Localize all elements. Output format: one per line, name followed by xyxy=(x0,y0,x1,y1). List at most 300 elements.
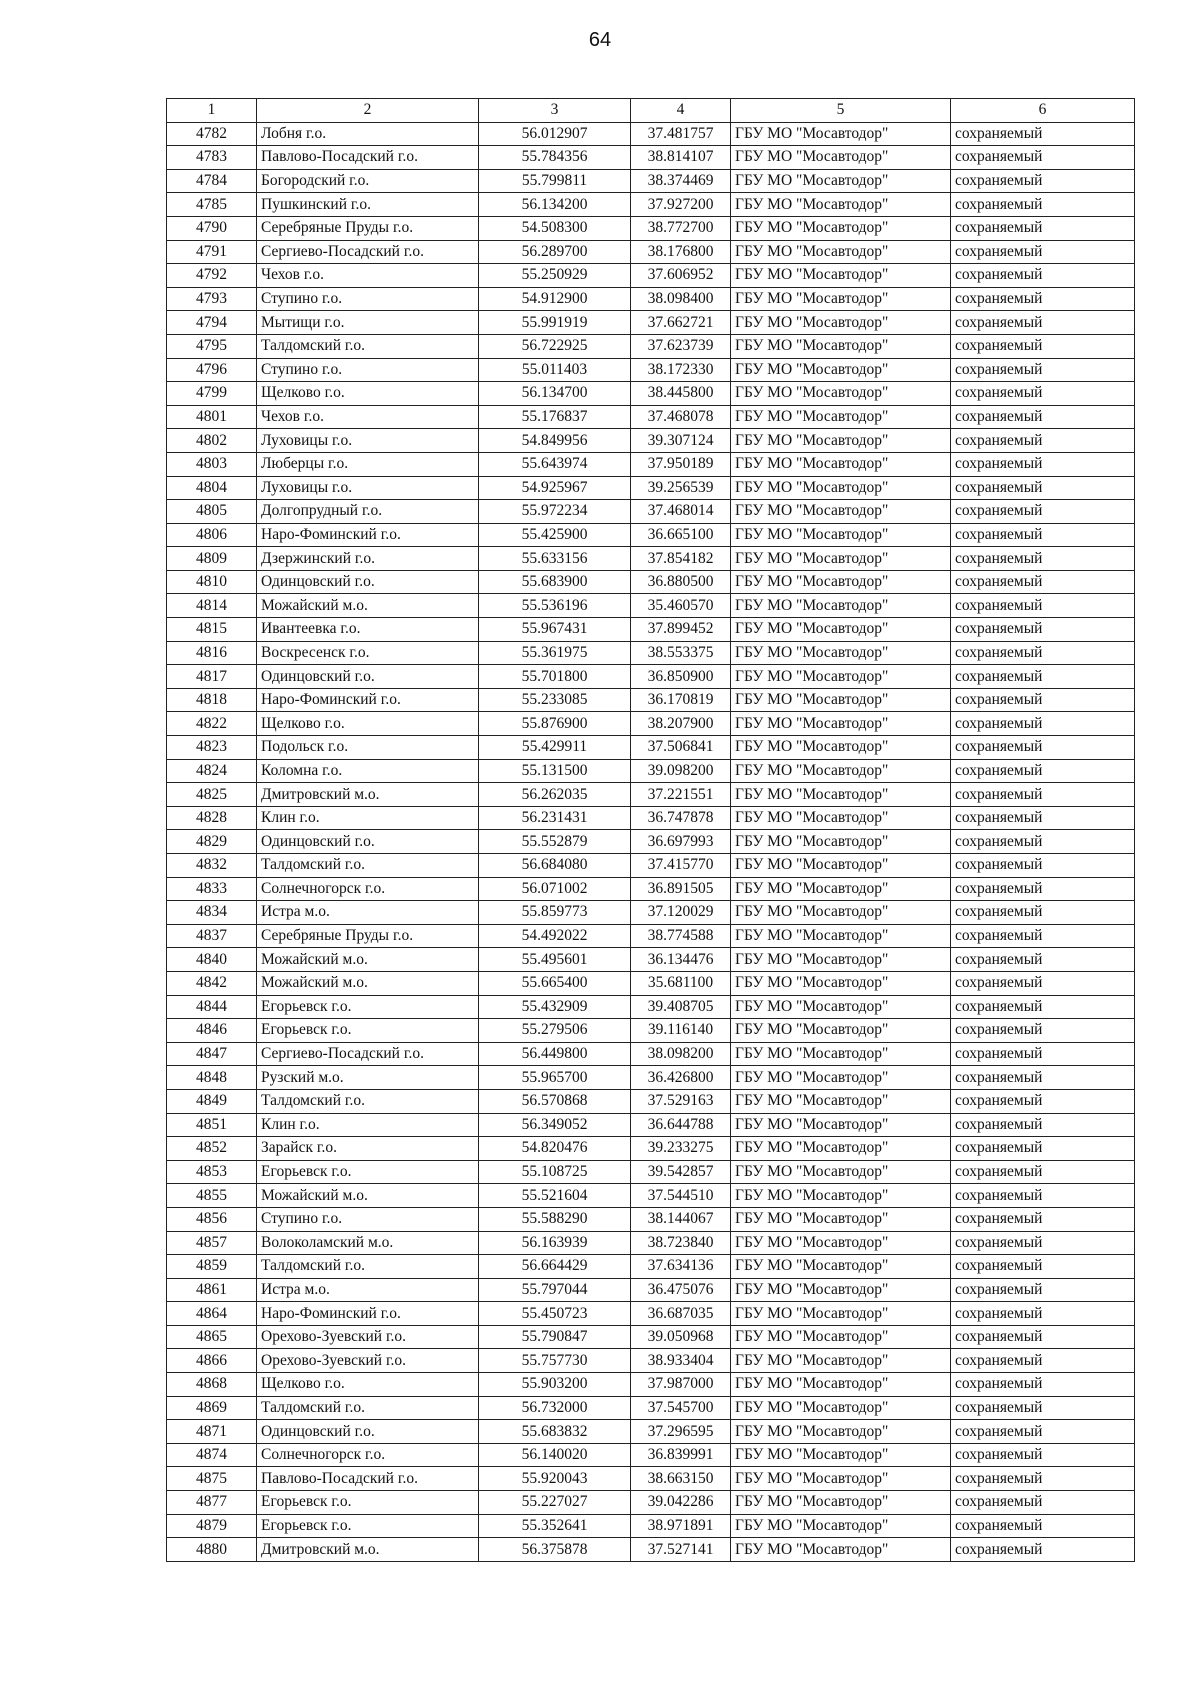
status-cell: сохраняемый xyxy=(951,240,1135,264)
status-cell: сохраняемый xyxy=(951,854,1135,878)
table-row xyxy=(167,1373,1135,1397)
status-cell: сохраняемый xyxy=(951,1467,1135,1491)
status-cell: сохраняемый xyxy=(951,1325,1135,1349)
longitude-cell: 37.987000 xyxy=(631,1373,731,1397)
table-row xyxy=(167,688,1135,712)
row-number-cell: 4851 xyxy=(167,1113,257,1137)
owner-cell: ГБУ МО "Мосавтодор" xyxy=(731,216,951,240)
longitude-cell: 39.233275 xyxy=(631,1137,731,1161)
longitude-cell: 37.927200 xyxy=(631,193,731,217)
municipality-cell: Ступино г.о. xyxy=(257,287,479,311)
municipality-cell: Солнечногорск г.о. xyxy=(257,1443,479,1467)
municipality-cell: Зарайск г.о. xyxy=(257,1137,479,1161)
longitude-cell: 36.134476 xyxy=(631,948,731,972)
owner-cell: ГБУ МО "Мосавтодор" xyxy=(731,1349,951,1373)
owner-cell: ГБУ МО "Мосавтодор" xyxy=(731,500,951,524)
table-row xyxy=(167,1255,1135,1279)
latitude-cell: 55.701800 xyxy=(479,665,631,689)
table-row xyxy=(167,1420,1135,1444)
status-cell: сохраняемый xyxy=(951,1184,1135,1208)
status-cell: сохраняемый xyxy=(951,712,1135,736)
table-row xyxy=(167,877,1135,901)
owner-cell: ГБУ МО "Мосавтодор" xyxy=(731,783,951,807)
row-number-cell: 4785 xyxy=(167,193,257,217)
municipality-cell: Долгопрудный г.о. xyxy=(257,500,479,524)
row-number-cell: 4817 xyxy=(167,665,257,689)
owner-cell: ГБУ МО "Мосавтодор" xyxy=(731,429,951,453)
longitude-cell: 37.468078 xyxy=(631,405,731,429)
owner-cell: ГБУ МО "Мосавтодор" xyxy=(731,382,951,406)
latitude-cell: 54.849956 xyxy=(479,429,631,453)
column-header: 4 xyxy=(631,99,731,123)
row-number-cell: 4864 xyxy=(167,1302,257,1326)
latitude-cell: 56.262035 xyxy=(479,783,631,807)
municipality-cell: Талдомский г.о. xyxy=(257,854,479,878)
latitude-cell: 55.425900 xyxy=(479,523,631,547)
row-number-cell: 4829 xyxy=(167,830,257,854)
table-row xyxy=(167,1160,1135,1184)
latitude-cell: 54.820476 xyxy=(479,1137,631,1161)
owner-cell: ГБУ МО "Мосавтодор" xyxy=(731,712,951,736)
table-row xyxy=(167,1113,1135,1137)
status-cell: сохраняемый xyxy=(951,476,1135,500)
status-cell: сохраняемый xyxy=(951,523,1135,547)
status-cell: сохраняемый xyxy=(951,1349,1135,1373)
table-row xyxy=(167,240,1135,264)
longitude-cell: 39.098200 xyxy=(631,759,731,783)
latitude-cell: 54.912900 xyxy=(479,287,631,311)
municipality-cell: Талдомский г.о. xyxy=(257,1396,479,1420)
status-cell: сохраняемый xyxy=(951,688,1135,712)
owner-cell: ГБУ МО "Мосавтодор" xyxy=(731,1514,951,1538)
longitude-cell: 39.307124 xyxy=(631,429,731,453)
row-number-cell: 4861 xyxy=(167,1278,257,1302)
table-row xyxy=(167,1396,1135,1420)
status-cell: сохраняемый xyxy=(951,901,1135,925)
owner-cell: ГБУ МО "Мосавтодор" xyxy=(731,1255,951,1279)
longitude-cell: 38.374469 xyxy=(631,169,731,193)
municipality-cell: Дмитровский м.о. xyxy=(257,1538,479,1562)
owner-cell: ГБУ МО "Мосавтодор" xyxy=(731,1231,951,1255)
row-number-cell: 4796 xyxy=(167,358,257,382)
municipality-cell: Богородский г.о. xyxy=(257,169,479,193)
table-row xyxy=(167,783,1135,807)
latitude-cell: 55.011403 xyxy=(479,358,631,382)
column-header: 3 xyxy=(479,99,631,123)
municipality-cell: Клин г.о. xyxy=(257,806,479,830)
table-row xyxy=(167,1467,1135,1491)
municipality-cell: Егорьевск г.о. xyxy=(257,1491,479,1515)
latitude-cell: 56.732000 xyxy=(479,1396,631,1420)
table-row xyxy=(167,122,1135,146)
row-number-cell: 4871 xyxy=(167,1420,257,1444)
municipality-cell: Серебряные Пруды г.о. xyxy=(257,216,479,240)
municipality-cell: Павлово-Посадский г.о. xyxy=(257,1467,479,1491)
owner-cell: ГБУ МО "Мосавтодор" xyxy=(731,924,951,948)
latitude-cell: 56.684080 xyxy=(479,854,631,878)
latitude-cell: 55.279506 xyxy=(479,1019,631,1043)
table-row xyxy=(167,854,1135,878)
longitude-cell: 37.296595 xyxy=(631,1420,731,1444)
owner-cell: ГБУ МО "Мосавтодор" xyxy=(731,971,951,995)
row-number-cell: 4806 xyxy=(167,523,257,547)
row-number-cell: 4825 xyxy=(167,783,257,807)
table-row xyxy=(167,830,1135,854)
owner-cell: ГБУ МО "Мосавтодор" xyxy=(731,523,951,547)
table-row xyxy=(167,523,1135,547)
latitude-cell: 55.521604 xyxy=(479,1184,631,1208)
status-cell: сохраняемый xyxy=(951,358,1135,382)
status-cell: сохраняемый xyxy=(951,1137,1135,1161)
owner-cell: ГБУ МО "Мосавтодор" xyxy=(731,1325,951,1349)
status-cell: сохраняемый xyxy=(951,783,1135,807)
row-number-cell: 4865 xyxy=(167,1325,257,1349)
latitude-cell: 55.227027 xyxy=(479,1491,631,1515)
status-cell: сохраняемый xyxy=(951,665,1135,689)
municipality-cell: Можайский м.о. xyxy=(257,1184,479,1208)
latitude-cell: 55.965700 xyxy=(479,1066,631,1090)
longitude-cell: 39.050968 xyxy=(631,1325,731,1349)
status-cell: сохраняемый xyxy=(951,806,1135,830)
longitude-cell: 38.144067 xyxy=(631,1207,731,1231)
table-row xyxy=(167,1019,1135,1043)
municipality-cell: Истра м.о. xyxy=(257,901,479,925)
longitude-cell: 37.606952 xyxy=(631,264,731,288)
owner-cell: ГБУ МО "Мосавтодор" xyxy=(731,995,951,1019)
status-cell: сохраняемый xyxy=(951,1019,1135,1043)
row-number-cell: 4834 xyxy=(167,901,257,925)
longitude-cell: 36.426800 xyxy=(631,1066,731,1090)
municipality-cell: Солнечногорск г.о. xyxy=(257,877,479,901)
longitude-cell: 37.415770 xyxy=(631,854,731,878)
municipality-cell: Луховицы г.о. xyxy=(257,476,479,500)
table-row xyxy=(167,641,1135,665)
municipality-cell: Егорьевск г.о. xyxy=(257,995,479,1019)
latitude-cell: 54.492022 xyxy=(479,924,631,948)
municipality-cell: Истра м.о. xyxy=(257,1278,479,1302)
municipality-cell: Одинцовский г.о. xyxy=(257,570,479,594)
owner-cell: ГБУ МО "Мосавтодор" xyxy=(731,688,951,712)
table-row xyxy=(167,264,1135,288)
row-number-cell: 4809 xyxy=(167,547,257,571)
row-number-cell: 4869 xyxy=(167,1396,257,1420)
table-row xyxy=(167,1089,1135,1113)
status-cell: сохраняемый xyxy=(951,948,1135,972)
table-row xyxy=(167,570,1135,594)
column-header: 6 xyxy=(951,99,1135,123)
owner-cell: ГБУ МО "Мосавтодор" xyxy=(731,1066,951,1090)
table-row xyxy=(167,1443,1135,1467)
municipality-cell: Наро-Фоминский г.о. xyxy=(257,688,479,712)
latitude-cell: 55.784356 xyxy=(479,146,631,170)
longitude-cell: 38.098400 xyxy=(631,287,731,311)
column-header: 2 xyxy=(257,99,479,123)
row-number-cell: 4852 xyxy=(167,1137,257,1161)
owner-cell: ГБУ МО "Мосавтодор" xyxy=(731,476,951,500)
status-cell: сохраняемый xyxy=(951,1231,1135,1255)
table-row xyxy=(167,1184,1135,1208)
latitude-cell: 54.508300 xyxy=(479,216,631,240)
table-row xyxy=(167,334,1135,358)
latitude-cell: 56.134700 xyxy=(479,382,631,406)
municipality-cell: Орехово-Зуевский г.о. xyxy=(257,1349,479,1373)
latitude-cell: 55.495601 xyxy=(479,948,631,972)
owner-cell: ГБУ МО "Мосавтодор" xyxy=(731,1538,951,1562)
owner-cell: ГБУ МО "Мосавтодор" xyxy=(731,1042,951,1066)
table-row xyxy=(167,169,1135,193)
municipality-cell: Одинцовский г.о. xyxy=(257,830,479,854)
municipality-cell: Наро-Фоминский г.о. xyxy=(257,1302,479,1326)
owner-cell: ГБУ МО "Мосавтодор" xyxy=(731,665,951,689)
status-cell: сохраняемый xyxy=(951,877,1135,901)
row-number-cell: 4859 xyxy=(167,1255,257,1279)
owner-cell: ГБУ МО "Мосавтодор" xyxy=(731,547,951,571)
table-row xyxy=(167,1514,1135,1538)
table-row xyxy=(167,1325,1135,1349)
latitude-cell: 56.722925 xyxy=(479,334,631,358)
municipality-cell: Щелково г.о. xyxy=(257,1373,479,1397)
status-cell: сохраняемый xyxy=(951,334,1135,358)
status-cell: сохраняемый xyxy=(951,1443,1135,1467)
municipality-cell: Рузский м.о. xyxy=(257,1066,479,1090)
municipality-cell: Павлово-Посадский г.о. xyxy=(257,146,479,170)
longitude-cell: 36.839991 xyxy=(631,1443,731,1467)
longitude-cell: 38.445800 xyxy=(631,382,731,406)
row-number-cell: 4848 xyxy=(167,1066,257,1090)
latitude-cell: 55.633156 xyxy=(479,547,631,571)
longitude-cell: 39.408705 xyxy=(631,995,731,1019)
owner-cell: ГБУ МО "Мосавтодор" xyxy=(731,264,951,288)
latitude-cell: 56.289700 xyxy=(479,240,631,264)
status-cell: сохраняемый xyxy=(951,759,1135,783)
municipality-cell: Егорьевск г.о. xyxy=(257,1160,479,1184)
longitude-cell: 37.899452 xyxy=(631,618,731,642)
longitude-cell: 37.481757 xyxy=(631,122,731,146)
longitude-cell: 38.172330 xyxy=(631,358,731,382)
owner-cell: ГБУ МО "Мосавтодор" xyxy=(731,405,951,429)
municipality-cell: Подольск г.о. xyxy=(257,736,479,760)
status-cell: сохраняемый xyxy=(951,1373,1135,1397)
table-row xyxy=(167,1491,1135,1515)
municipality-cell: Коломна г.о. xyxy=(257,759,479,783)
owner-cell: ГБУ МО "Мосавтодор" xyxy=(731,358,951,382)
row-number-cell: 4794 xyxy=(167,311,257,335)
municipality-cell: Сергиево-Посадский г.о. xyxy=(257,240,479,264)
owner-cell: ГБУ МО "Мосавтодор" xyxy=(731,641,951,665)
row-number-cell: 4799 xyxy=(167,382,257,406)
row-number-cell: 4832 xyxy=(167,854,257,878)
row-number-cell: 4847 xyxy=(167,1042,257,1066)
latitude-cell: 56.134200 xyxy=(479,193,631,217)
longitude-cell: 38.774588 xyxy=(631,924,731,948)
row-number-cell: 4792 xyxy=(167,264,257,288)
row-number-cell: 4823 xyxy=(167,736,257,760)
owner-cell: ГБУ МО "Мосавтодор" xyxy=(731,1491,951,1515)
latitude-cell: 55.643974 xyxy=(479,452,631,476)
longitude-cell: 36.170819 xyxy=(631,688,731,712)
status-cell: сохраняемый xyxy=(951,1089,1135,1113)
owner-cell: ГБУ МО "Мосавтодор" xyxy=(731,736,951,760)
longitude-cell: 38.723840 xyxy=(631,1231,731,1255)
owner-cell: ГБУ МО "Мосавтодор" xyxy=(731,806,951,830)
status-cell: сохраняемый xyxy=(951,1113,1135,1137)
table-row xyxy=(167,736,1135,760)
municipality-cell: Одинцовский г.о. xyxy=(257,665,479,689)
table-row xyxy=(167,193,1135,217)
row-number-cell: 4784 xyxy=(167,169,257,193)
latitude-cell: 55.757730 xyxy=(479,1349,631,1373)
latitude-cell: 55.552879 xyxy=(479,830,631,854)
municipality-cell: Сергиево-Посадский г.о. xyxy=(257,1042,479,1066)
longitude-cell: 37.544510 xyxy=(631,1184,731,1208)
longitude-cell: 35.681100 xyxy=(631,971,731,995)
table-row xyxy=(167,500,1135,524)
registry-table xyxy=(166,98,1135,1562)
status-cell: сохраняемый xyxy=(951,287,1135,311)
longitude-cell: 35.460570 xyxy=(631,594,731,618)
row-number-cell: 4802 xyxy=(167,429,257,453)
table-row xyxy=(167,1042,1135,1066)
longitude-cell: 36.697993 xyxy=(631,830,731,854)
status-cell: сохраняемый xyxy=(951,429,1135,453)
municipality-cell: Можайский м.о. xyxy=(257,948,479,972)
owner-cell: ГБУ МО "Мосавтодор" xyxy=(731,169,951,193)
row-number-cell: 4793 xyxy=(167,287,257,311)
status-cell: сохраняемый xyxy=(951,618,1135,642)
latitude-cell: 55.233085 xyxy=(479,688,631,712)
table-row xyxy=(167,948,1135,972)
municipality-cell: Талдомский г.о. xyxy=(257,1089,479,1113)
municipality-cell: Можайский м.о. xyxy=(257,594,479,618)
column-header: 5 xyxy=(731,99,951,123)
owner-cell: ГБУ МО "Мосавтодор" xyxy=(731,311,951,335)
municipality-cell: Ивантеевка г.о. xyxy=(257,618,479,642)
status-cell: сохраняемый xyxy=(951,169,1135,193)
row-number-cell: 4833 xyxy=(167,877,257,901)
latitude-cell: 55.536196 xyxy=(479,594,631,618)
owner-cell: ГБУ МО "Мосавтодор" xyxy=(731,334,951,358)
row-number-cell: 4840 xyxy=(167,948,257,972)
row-number-cell: 4855 xyxy=(167,1184,257,1208)
latitude-cell: 55.432909 xyxy=(479,995,631,1019)
owner-cell: ГБУ МО "Мосавтодор" xyxy=(731,759,951,783)
row-number-cell: 4791 xyxy=(167,240,257,264)
latitude-cell: 55.797044 xyxy=(479,1278,631,1302)
table-row xyxy=(167,1231,1135,1255)
municipality-cell: Наро-Фоминский г.о. xyxy=(257,523,479,547)
longitude-cell: 38.207900 xyxy=(631,712,731,736)
latitude-cell: 56.071002 xyxy=(479,877,631,901)
owner-cell: ГБУ МО "Мосавтодор" xyxy=(731,570,951,594)
longitude-cell: 38.772700 xyxy=(631,216,731,240)
latitude-cell: 55.876900 xyxy=(479,712,631,736)
longitude-cell: 36.850900 xyxy=(631,665,731,689)
row-number-cell: 4857 xyxy=(167,1231,257,1255)
status-cell: сохраняемый xyxy=(951,971,1135,995)
latitude-cell: 55.790847 xyxy=(479,1325,631,1349)
latitude-cell: 55.176837 xyxy=(479,405,631,429)
owner-cell: ГБУ МО "Мосавтодор" xyxy=(731,240,951,264)
longitude-cell: 39.042286 xyxy=(631,1491,731,1515)
latitude-cell: 55.683832 xyxy=(479,1420,631,1444)
status-cell: сохраняемый xyxy=(951,216,1135,240)
longitude-cell: 37.506841 xyxy=(631,736,731,760)
status-cell: сохраняемый xyxy=(951,1538,1135,1562)
owner-cell: ГБУ МО "Мосавтодор" xyxy=(731,1207,951,1231)
latitude-cell: 55.108725 xyxy=(479,1160,631,1184)
latitude-cell: 55.920043 xyxy=(479,1467,631,1491)
municipality-cell: Щелково г.о. xyxy=(257,712,479,736)
row-number-cell: 4824 xyxy=(167,759,257,783)
longitude-cell: 39.256539 xyxy=(631,476,731,500)
table-row xyxy=(167,358,1135,382)
latitude-cell: 56.570868 xyxy=(479,1089,631,1113)
owner-cell: ГБУ МО "Мосавтодор" xyxy=(731,146,951,170)
table-row xyxy=(167,1278,1135,1302)
municipality-cell: Лобня г.о. xyxy=(257,122,479,146)
municipality-cell: Серебряные Пруды г.о. xyxy=(257,924,479,948)
status-cell: сохраняемый xyxy=(951,830,1135,854)
longitude-cell: 38.814107 xyxy=(631,146,731,170)
table-body xyxy=(167,122,1135,1561)
municipality-cell: Щелково г.о. xyxy=(257,382,479,406)
table-row xyxy=(167,995,1135,1019)
status-cell: сохраняемый xyxy=(951,146,1135,170)
longitude-cell: 37.527141 xyxy=(631,1538,731,1562)
municipality-cell: Чехов г.о. xyxy=(257,264,479,288)
row-number-cell: 4868 xyxy=(167,1373,257,1397)
latitude-cell: 56.375878 xyxy=(479,1538,631,1562)
table-header-row xyxy=(167,99,1135,123)
table-row xyxy=(167,146,1135,170)
table-row xyxy=(167,287,1135,311)
owner-cell: ГБУ МО "Мосавтодор" xyxy=(731,1396,951,1420)
row-number-cell: 4814 xyxy=(167,594,257,618)
municipality-cell: Ступино г.о. xyxy=(257,358,479,382)
municipality-cell: Талдомский г.о. xyxy=(257,334,479,358)
owner-cell: ГБУ МО "Мосавтодор" xyxy=(731,1467,951,1491)
latitude-cell: 55.972234 xyxy=(479,500,631,524)
table-row xyxy=(167,618,1135,642)
longitude-cell: 36.687035 xyxy=(631,1302,731,1326)
row-number-cell: 4877 xyxy=(167,1491,257,1515)
table-row xyxy=(167,382,1135,406)
owner-cell: ГБУ МО "Мосавтодор" xyxy=(731,830,951,854)
owner-cell: ГБУ МО "Мосавтодор" xyxy=(731,1160,951,1184)
municipality-cell: Ступино г.о. xyxy=(257,1207,479,1231)
owner-cell: ГБУ МО "Мосавтодор" xyxy=(731,1302,951,1326)
row-number-cell: 4849 xyxy=(167,1089,257,1113)
status-cell: сохраняемый xyxy=(951,547,1135,571)
row-number-cell: 4856 xyxy=(167,1207,257,1231)
owner-cell: ГБУ МО "Мосавтодор" xyxy=(731,1089,951,1113)
longitude-cell: 38.971891 xyxy=(631,1514,731,1538)
row-number-cell: 4816 xyxy=(167,641,257,665)
row-number-cell: 4853 xyxy=(167,1160,257,1184)
status-cell: сохраняемый xyxy=(951,1420,1135,1444)
longitude-cell: 38.933404 xyxy=(631,1349,731,1373)
table-row xyxy=(167,1538,1135,1562)
owner-cell: ГБУ МО "Мосавтодор" xyxy=(731,1443,951,1467)
status-cell: сохраняемый xyxy=(951,1042,1135,1066)
status-cell: сохраняемый xyxy=(951,995,1135,1019)
table-row xyxy=(167,311,1135,335)
municipality-cell: Мытищи г.о. xyxy=(257,311,479,335)
status-cell: сохраняемый xyxy=(951,1278,1135,1302)
municipality-cell: Клин г.о. xyxy=(257,1113,479,1137)
municipality-cell: Чехов г.о. xyxy=(257,405,479,429)
table-row xyxy=(167,1349,1135,1373)
